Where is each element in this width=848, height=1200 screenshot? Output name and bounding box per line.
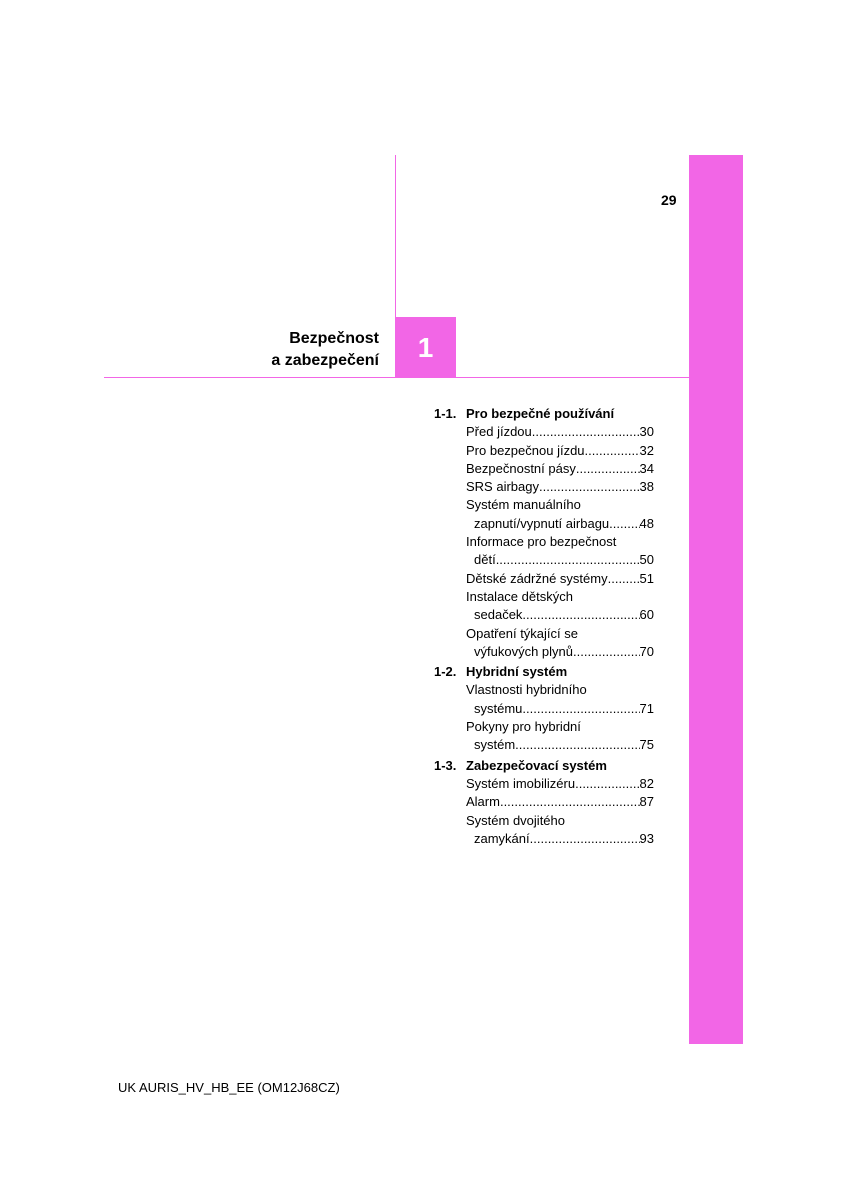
toc-entry[interactable] (434, 570, 654, 588)
toc-section-heading[interactable] (434, 757, 654, 775)
toc-entry-title: dětí (474, 552, 496, 568)
toc-dot-leader (539, 478, 640, 496)
vertical-rule (395, 155, 396, 317)
toc-entry-leader-row (466, 442, 654, 460)
toc-entry-page: 75 (639, 737, 654, 753)
toc-entry-leader-row (466, 793, 654, 811)
toc-entry-page: 82 (639, 775, 654, 791)
toc-dot-leader (515, 736, 639, 754)
toc-dot-leader (522, 700, 639, 718)
toc-entry-title: systému (474, 700, 523, 716)
toc-entry-leader-row (466, 736, 654, 754)
toc-entry-leader-row (466, 423, 654, 441)
toc-entry-leader-row (466, 643, 654, 661)
toc-entry-page: 48 (639, 515, 654, 531)
toc-entry-line: Vlastnosti hybridního (466, 682, 587, 698)
toc-section-heading[interactable] (434, 405, 654, 423)
toc-entry-leader-row (466, 460, 654, 478)
toc-dot-leader (500, 793, 640, 811)
toc-entry[interactable] (434, 718, 654, 755)
toc-entry-page: 50 (639, 552, 654, 568)
toc-dot-leader (585, 442, 640, 460)
toc-entry-line: Systém dvojitého (466, 812, 565, 828)
toc-entry-leader-row (466, 478, 654, 496)
toc-dot-leader (496, 551, 640, 569)
toc-dot-leader (573, 643, 640, 661)
toc-entry-leader-row (466, 570, 654, 588)
toc-entry-title: zamykání (474, 830, 530, 846)
footer-code: UK AURIS_HV_HB_EE (OM12J68CZ) (118, 1080, 340, 1095)
toc-entry[interactable] (434, 423, 654, 441)
toc-section-title: Hybridní systém (466, 664, 568, 680)
toc-entry-leader-row (466, 606, 654, 624)
toc-entry-page: 70 (639, 643, 654, 659)
side-tab-bar (689, 155, 743, 1044)
toc-entry-page: 87 (639, 794, 654, 810)
toc-dot-leader (576, 460, 640, 478)
chapter-title (271, 328, 379, 372)
toc-entry-title: SRS airbagy (466, 479, 539, 495)
toc-section-number: 1-2. (434, 664, 457, 680)
toc-entry[interactable] (434, 496, 654, 533)
page-number: 29 (661, 192, 677, 208)
toc-entry-title: Systém imobilizéru (466, 775, 576, 791)
toc-entry[interactable] (434, 588, 654, 625)
toc-entry-title: Před jízdou (466, 424, 532, 440)
toc-section-number: 1-1. (434, 406, 457, 421)
toc-entry-line: Pokyny pro hybridní (466, 719, 581, 735)
toc-entry-title: Dětské zádržné systémy (466, 570, 608, 586)
chapter-title-line-2: a zabezpečení (271, 352, 379, 369)
toc-section-title: Zabezpečovací systém (466, 757, 607, 773)
toc-entry-page: 60 (639, 607, 654, 623)
toc-entry-title: Pro bezpečnou jízdu (466, 442, 585, 458)
toc-entry-page: 51 (639, 570, 654, 586)
toc-dot-leader (575, 775, 639, 793)
toc-entry-page: 34 (639, 460, 654, 476)
toc-entry[interactable] (434, 533, 654, 570)
toc-entry-line: Instalace dětských (466, 588, 573, 604)
toc-entry-page: 38 (639, 479, 654, 495)
toc-dot-leader (609, 515, 639, 533)
chapter-title-line-1: Bezpečnost (289, 330, 379, 347)
chapter-number-box (395, 317, 456, 378)
toc-section-number: 1-3. (434, 757, 457, 773)
toc-entry-leader-row (466, 515, 654, 533)
toc-entry[interactable] (434, 478, 654, 496)
toc-dot-leader (532, 423, 640, 441)
toc-entry[interactable] (434, 681, 654, 718)
toc-entry-leader-row (466, 775, 654, 793)
toc-entry[interactable] (434, 460, 654, 478)
chapter-number: 1 (417, 331, 434, 363)
toc-entry[interactable] (434, 775, 654, 793)
toc-entry-line: Opatření týkající se (466, 625, 578, 641)
toc-entry-line: Informace pro bezpečnost (466, 534, 617, 550)
toc-entry-page: 93 (639, 830, 654, 846)
toc-entry-title: sedaček (474, 607, 523, 623)
toc-entry-page: 71 (639, 700, 654, 716)
toc-entry-page: 32 (639, 442, 654, 458)
toc-entry[interactable] (434, 625, 654, 662)
toc-entry[interactable] (434, 793, 654, 811)
toc-dot-leader (530, 830, 640, 848)
toc-dot-leader (522, 606, 639, 624)
toc-section-heading[interactable] (434, 663, 654, 681)
table-of-contents (434, 403, 654, 848)
toc-dot-leader (608, 570, 640, 588)
toc-entry-page: 30 (639, 424, 654, 440)
toc-entry-leader-row (466, 551, 654, 569)
toc-entry-leader-row (466, 700, 654, 718)
toc-entry[interactable] (434, 442, 654, 460)
toc-entry[interactable] (434, 812, 654, 849)
toc-entry-leader-row (466, 830, 654, 848)
toc-entry-title: zapnutí/vypnutí airbagu (474, 515, 610, 531)
toc-entry-title: Bezpečnostní pásy (466, 460, 576, 476)
toc-entry-line: Systém manuálního (466, 497, 581, 513)
toc-entry-title: systém (474, 737, 516, 753)
toc-section-title: Pro bezpečné používání (466, 406, 615, 421)
toc-entry-title: výfukových plynů (474, 643, 573, 659)
toc-entry-title: Alarm (466, 794, 500, 810)
